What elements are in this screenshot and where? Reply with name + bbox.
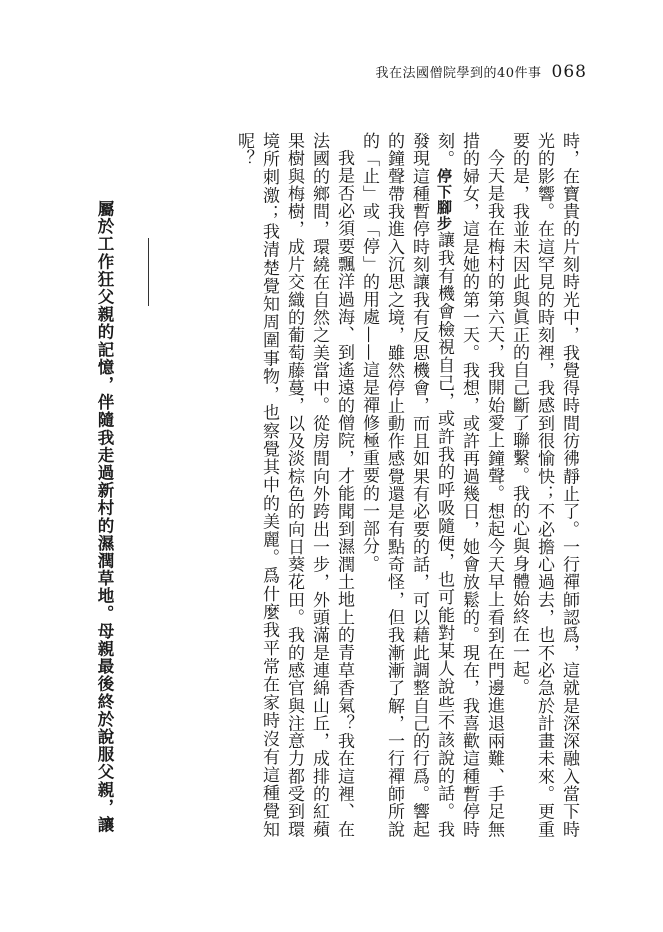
sidebar-quote: 屬於工作狂父親的記憶，伴隨我走過新村的濕潤草地。母親最後終於說服父親，讓: [95, 200, 114, 834]
paragraph-2: [356, 132, 506, 838]
emphasized-phrase: 停下腳步: [435, 167, 453, 232]
book-title: 我在法國僧院學到的40件事: [375, 66, 542, 81]
paragraph-3: 我是否必須要飄洋過海、到遙遠的僧院，才能聞到濕潤土地上的青草香氣？我在這裡、在法國的鄉間，環繞在自然之美當中。從房間向外跨出一步，外頭滿是連綿山丘，成排的紅蘋果樹與梅樹，成片交織的葡萄藤蔓，以及淡棕色的向日葵花田。我的感官與注意力都受到環境所刺激；我清楚覺知周圍事物，也察覺其中的美麗。爲什麼我平常在家時沒有這種覺知呢？: [234, 132, 354, 838]
paragraph-1: 時，在寶貴的片刻時光中，我覺得時間彷彿靜止了。一行禪師認爲，這就是深深融入當下時光的影響。在這罕見的時刻裡，我感到很愉快；不必擔心過去，也不必急於計畫未來。更重要的是，我並未因此與眞正的自己斷了聯繫。我的心與身體始終在一起。: [509, 132, 579, 838]
paragraph-2-part-b: 讓我有機會檢視自己，或許我的呼吸隨便，也可能對某人說些不該說的話。我發現這種暫停時刻讓我有反思機會，而且如果有必要的話，可以藉此調整自己的行爲。響起的鐘聲帶我進入沉思之境，雖然停止動作感覺還是有點奇怪，但我漸漸了解，一行禪師所說的「止」或「停」的用處——這是禪修極重要的一部分。: [359, 132, 454, 838]
main-text: [81, 132, 581, 838]
page-number: 068: [551, 62, 587, 82]
paragraph-2-part-a: 今天是我在梅村的第六天，我開始愛上鐘聲。想起今天早上看到在門邊進退兩難、手足無措的婦女，這是她的第一天。我想，或許再過幾日，她會放鬆的。現在，我喜歡這種暫停時刻。: [434, 132, 504, 838]
section-divider: [148, 238, 149, 306]
running-header: [376, 62, 588, 82]
